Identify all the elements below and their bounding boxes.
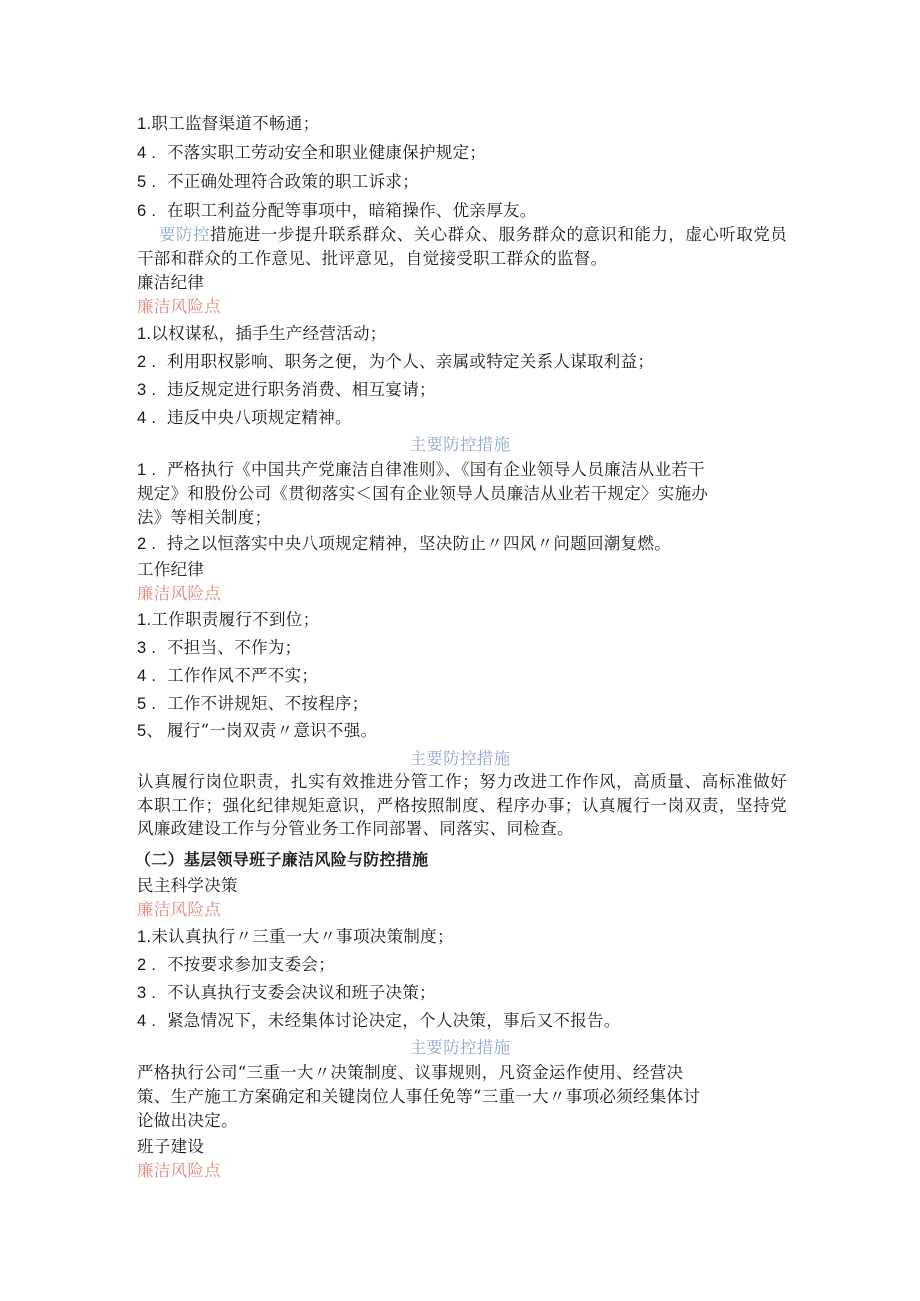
list-item: 4 . 工作作风不严不实； — [137, 666, 319, 685]
risk-label: 廉洁风险点 — [137, 900, 221, 919]
list-item: 1.以权谋私，插手生产经营活动； — [137, 324, 387, 343]
measure-item: 2 . 持之以恒落实中央八项规定精神，坚决防止〃四风〃问题回潮复燃。 — [137, 534, 671, 553]
list-item: 1.职工监督渠道不畅通； — [137, 114, 320, 133]
list-item: 4 . 紧急情况下，未经集体讨论决定，个人决策，事后又不报告。 — [137, 1011, 621, 1030]
section-title: 民主科学决策 — [137, 876, 238, 895]
list-item: 6 . 在职工利益分配等事项中，暗箱操作、优亲厚友。 — [137, 201, 537, 220]
measure-line: 严格执行公司“三重一大〃决策制度、议事规则，凡资金运作使用、经营决 — [137, 1063, 684, 1082]
list-item: 5、 履行“一岗双责〃意识不强。 — [137, 721, 378, 740]
risk-label: 廉洁风险点 — [137, 297, 221, 316]
measure-label: 主要防控措施 — [409, 1038, 511, 1057]
list-item: 4 . 不落实职工劳动安全和职业健康保护规定； — [137, 143, 487, 162]
section-heading: （二）基层领导班子廉洁风险与防控措施 — [135, 850, 429, 869]
section-title: 工作纪律 — [137, 560, 205, 579]
risk-label: 廉洁风险点 — [137, 584, 221, 603]
measure-item: 1 . 严格执行《中国共产党廉洁自律准则》、《国有企业领导人员廉洁从业若干 — [137, 460, 705, 479]
section-title: 廉洁纪律 — [137, 273, 205, 292]
measure-paragraph: 认真履行岗位职责，扎实有效推进分管工作；努力改进工作作风，高质量、高标准做好本职工作；强化纪律规矩意识，严格按照制度、程序办事；认真履行一岗双责，坚持党风廉政建设工作与分管业务工作同部署、同落实、同检查。 — [137, 772, 787, 838]
list-item: 1.未认真执行〃三重一大〃事项决策制度； — [137, 927, 454, 946]
list-item: 3 . 违反规定进行职务消费、相互宴请； — [137, 380, 436, 399]
measure-label: 主要防控措施 — [409, 435, 511, 454]
measure-line: 论做出决定。 — [137, 1111, 238, 1130]
measure-label: 主要防控措施 — [409, 749, 511, 768]
list-item: 2 . 利用职权影响、职务之便，为个人、亲属或特定关系人谋取利益； — [137, 352, 655, 371]
list-item: 5 . 不正确处理符合政策的职工诉求； — [137, 172, 419, 191]
list-item: 5 . 工作不讲规矩、不按程序； — [137, 694, 369, 713]
measure-item-continued: 法》等相关制度； — [137, 508, 272, 527]
list-item: 3 . 不认真执行支委会决议和班子决策； — [137, 983, 436, 1002]
list-item: 2 . 不按要求参加支委会； — [137, 955, 335, 974]
list-item: 1.工作职责履行不到位； — [137, 610, 320, 629]
risk-label: 廉洁风险点 — [137, 1161, 221, 1180]
measure-label: 要防控 — [159, 225, 210, 244]
measure-line: 策、生产施工方案确定和关键岗位人事任免等“三重一大〃事项必须经集体讨 — [137, 1087, 701, 1106]
list-item: 3 . 不担当、不作为； — [137, 638, 302, 657]
measure-item-continued: 规定》和股份公司《贯彻落实＜国有企业领导人员廉洁从业若干规定〉实施办 — [137, 484, 709, 503]
measure-paragraph: 要防控措施进一步提升联系群众、关心群众、服务群众的意识和能力，虚心听取党员干部和群众的工作意见、批评意见，自觉接受职工群众的监督。 — [137, 225, 787, 268]
section-title: 班子建设 — [137, 1137, 205, 1156]
list-item: 4 . 违反中央八项规定精神。 — [137, 408, 352, 427]
